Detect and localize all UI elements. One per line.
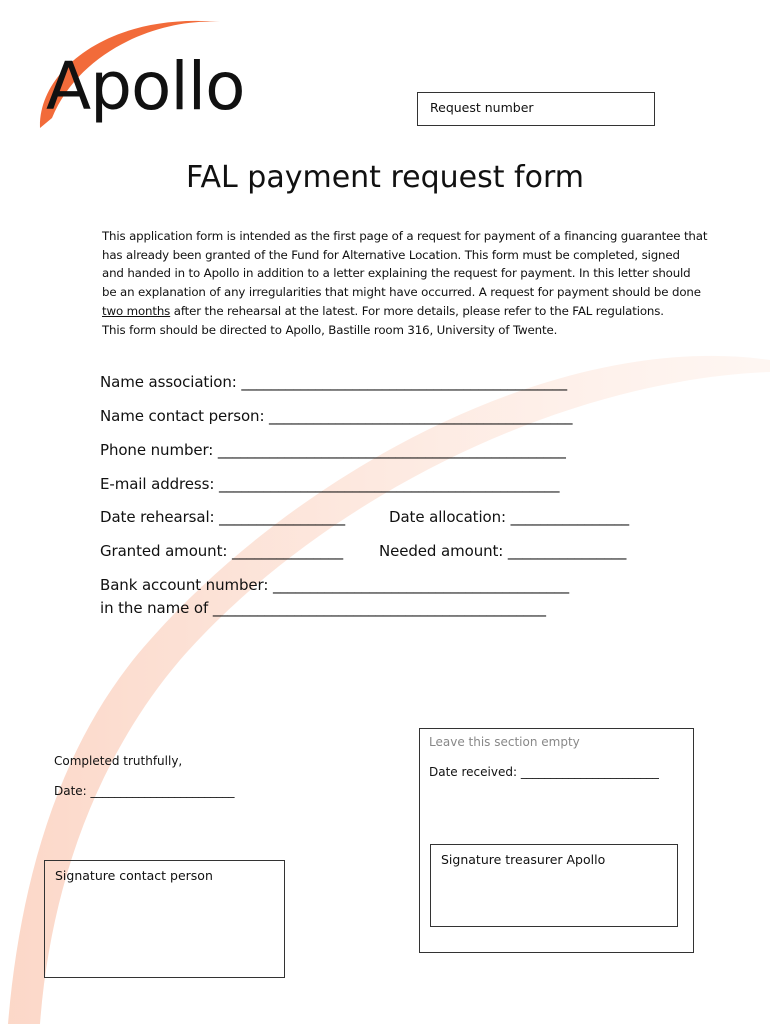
- intro-line: has already been granted of the Fund for Alternative Location. This form must be completed, signed: [102, 247, 680, 262]
- intro-underlined-text: two months: [102, 303, 171, 318]
- signature-contact-box[interactable]: [44, 860, 285, 978]
- signature-treasurer-box[interactable]: [430, 844, 678, 927]
- date-allocation-field[interactable]: Date allocation: ________________: [389, 508, 630, 526]
- account-holder-field[interactable]: in the name of _____________________________________________: [100, 599, 546, 617]
- office-section-heading: Leave this section empty: [429, 735, 580, 749]
- granted-amount-field[interactable]: Granted amount: _______________: [100, 542, 343, 560]
- intro-line: be an explanation of any irregularities that might have occurred. A request for payment should be done: [102, 285, 701, 300]
- signature-contact-label: Signature contact person: [55, 868, 213, 883]
- request-number-box[interactable]: [417, 92, 655, 126]
- date-rehearsal-field[interactable]: Date rehearsal: _________________: [100, 508, 345, 526]
- completed-truthfully-label: Completed truthfully,: [54, 754, 183, 768]
- phone-field[interactable]: Phone number: _______________________________________________: [100, 441, 566, 459]
- intro-line: [102, 302, 682, 321]
- intro-line: This application form is intended as the first page of a request for payment of a financing guarantee that: [102, 229, 708, 243]
- name-association-field[interactable]: Name association: ____________________________________________: [100, 373, 567, 391]
- signature-treasurer-label: Signature treasurer Apollo: [441, 852, 606, 867]
- request-number-label: Request number: [430, 100, 534, 115]
- name-contact-field[interactable]: Name contact person: _________________________________________: [100, 407, 573, 425]
- intro-paragraph: [102, 227, 708, 339]
- page-title: FAL payment request form: [186, 160, 584, 195]
- intro-line: and handed in to Apollo in addition to a letter explaining the request for payment. In this letter should: [102, 266, 691, 281]
- intro-line-rest: after the rehearsal at the latest. For more details, please refer to the FAL regulations.: [170, 303, 664, 318]
- email-field[interactable]: E-mail address: ______________________________________________: [100, 475, 560, 493]
- apollo-logo: Apollo: [46, 48, 245, 125]
- intro-line: This form should be directed to Apollo, Bastille room 316, University of Twente.: [102, 322, 558, 337]
- bank-account-field[interactable]: Bank account number: ________________________________________: [100, 576, 569, 594]
- date-received-field[interactable]: Date received: _______________________: [429, 765, 659, 779]
- needed-amount-field[interactable]: Needed amount: ________________: [379, 542, 627, 560]
- completion-date-field[interactable]: Date: ________________________: [54, 784, 235, 798]
